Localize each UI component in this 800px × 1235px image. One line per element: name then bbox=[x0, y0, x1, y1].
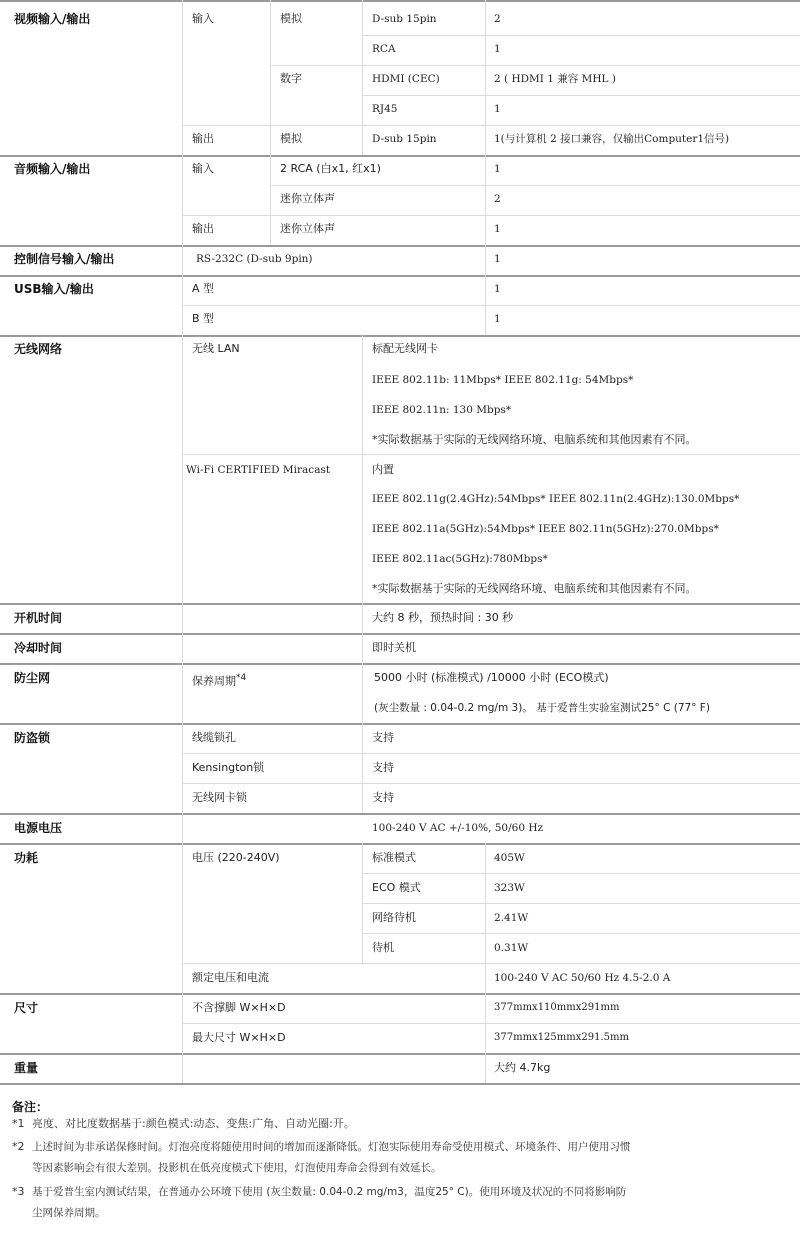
section-divider bbox=[0, 275, 800, 277]
wireless-lan-line: *实际数据基于实际的无线网络环境、电脑系统和其他因素有不同。 bbox=[372, 433, 697, 446]
dust-footnote-mark: *4 bbox=[236, 673, 247, 683]
size-label: 最大尺寸 W×H×D bbox=[192, 1031, 286, 1044]
note-line: 上述时间为非承诺保修时间。灯泡亮度将随使用时间的增加而逐渐降低。灯泡实际使用寿命受使用模式、环境条件、用户使用习惯 bbox=[32, 1141, 631, 1153]
column-divider bbox=[485, 0, 486, 335]
section-divider bbox=[0, 335, 800, 337]
power-mode: 网络待机 bbox=[372, 911, 416, 924]
wireless-miracast-line: IEEE 802.11a(5GHz):54Mbps* IEEE 802.11n(5GHz):270.0Mbps* bbox=[372, 523, 719, 535]
section-divider bbox=[0, 843, 800, 845]
video-qty: 2 bbox=[494, 13, 501, 25]
note-line: 尘网保养周期。 bbox=[32, 1207, 106, 1219]
audio-port: 迷你立体声 bbox=[280, 192, 335, 205]
cooldown-section-title: 冷却时间 bbox=[14, 641, 63, 655]
video-digital-label: 数字 bbox=[280, 72, 302, 85]
video-qty: 2 ( HDMI 1 兼容 MHL ) bbox=[494, 73, 616, 85]
size-value: 377mmx125mmx291.5mm bbox=[494, 1032, 629, 1043]
note-line: 亮度、对比度数据基于:颜色模式:动态、变焦:广角、自动光圈:开。 bbox=[32, 1117, 355, 1130]
column-divider bbox=[362, 0, 363, 155]
note-line: 等因素影响会有很大差别。投影机在低亮度模式下使用，灯泡使用寿命会得到有效延长。 bbox=[32, 1162, 442, 1174]
power-section-title: 功耗 bbox=[14, 851, 39, 865]
control-qty: 1 bbox=[494, 253, 501, 265]
section-divider bbox=[0, 1053, 800, 1055]
control-section-title: 控制信号输入/输出 bbox=[14, 252, 115, 266]
section-divider bbox=[0, 813, 800, 815]
wireless-section-title: 无线网络 bbox=[14, 342, 63, 356]
row-divider bbox=[270, 185, 800, 186]
column-divider bbox=[485, 843, 486, 1083]
section-divider bbox=[0, 663, 800, 665]
lock-label: Kensington锁 bbox=[192, 761, 265, 774]
audio-output-label: 输出 bbox=[192, 222, 214, 235]
row-divider bbox=[182, 783, 800, 784]
audio-port: 2 RCA (白x1, 红x1) bbox=[280, 162, 381, 175]
video-section-title: 视频输入/输出 bbox=[14, 12, 91, 26]
dust-value: (灰尘数量 : 0.04-0.2 mg/m 3)。 基于爱普生实验室测试25° C (77° F) bbox=[374, 702, 710, 714]
video-port: HDMI (CEC) bbox=[372, 73, 440, 85]
row-divider bbox=[270, 65, 800, 66]
power-rated-label: 额定电压和电流 bbox=[192, 971, 269, 984]
row-divider bbox=[362, 95, 800, 96]
video-port: RJ45 bbox=[372, 103, 398, 115]
row-divider bbox=[362, 903, 800, 904]
control-port: RS-232C (D-sub 9pin) bbox=[196, 253, 313, 265]
power-mode: ECO 模式 bbox=[372, 881, 421, 894]
power-value: 405W bbox=[494, 852, 525, 864]
section-divider bbox=[0, 155, 800, 157]
wireless-lan-label: 无线 LAN bbox=[192, 342, 240, 355]
note-mark: *2 bbox=[12, 1140, 25, 1153]
video-qty: 1 bbox=[494, 103, 501, 115]
weight-section-title: 重量 bbox=[14, 1061, 39, 1075]
wireless-lan-line: IEEE 802.11b: 11Mbps* IEEE 802.11g: 54Mbps* bbox=[372, 374, 634, 386]
voltage-value: 100-240 V AC +/-10%, 50/60 Hz bbox=[372, 822, 544, 834]
wireless-miracast-line: 内置 bbox=[372, 463, 394, 476]
video-qty: 1 bbox=[494, 43, 501, 55]
weight-value: 大约 4.7kg bbox=[494, 1061, 551, 1074]
wireless-miracast-label: Wi-Fi CERTIFIED Miracast bbox=[186, 464, 331, 476]
lock-label: 无线网卡锁 bbox=[192, 791, 247, 804]
column-divider bbox=[362, 843, 363, 963]
lock-value: 支持 bbox=[372, 791, 394, 804]
row-divider bbox=[182, 215, 800, 216]
dust-label-text: 保养周期 bbox=[192, 674, 236, 688]
power-rated-value: 100-240 V AC 50/60 Hz 4.5-2.0 A bbox=[494, 972, 671, 984]
row-divider bbox=[362, 35, 800, 36]
audio-qty: 2 bbox=[494, 193, 501, 205]
lock-value: 支持 bbox=[372, 761, 394, 774]
section-divider bbox=[0, 1083, 800, 1085]
audio-qty: 1 bbox=[494, 223, 501, 235]
section-divider bbox=[0, 245, 800, 247]
note-line: 基于爱普生室内测试结果，在普通办公环境下使用 (灰尘数量: 0.04-0.2 mg/m3，温度25° C)。使用环境及状况的不同将影响防 bbox=[32, 1186, 627, 1198]
power-mode: 标准模式 bbox=[372, 851, 416, 864]
power-value: 2.41W bbox=[494, 912, 529, 924]
cooldown-value: 即时关机 bbox=[372, 641, 416, 654]
usb-qty: 1 bbox=[494, 313, 501, 325]
dust-label bbox=[192, 671, 246, 689]
row-divider bbox=[182, 454, 800, 455]
voltage-section-title: 电源电压 bbox=[14, 821, 63, 835]
audio-section-title: 音频输入/输出 bbox=[14, 162, 91, 176]
audio-input-label: 输入 bbox=[192, 162, 214, 175]
video-output-label: 输出 bbox=[192, 132, 214, 145]
row-divider bbox=[362, 873, 800, 874]
wireless-miracast-line: IEEE 802.11g(2.4GHz):54Mbps* IEEE 802.11n(2.4GHz):130.0Mbps* bbox=[372, 493, 740, 505]
wireless-lan-line: IEEE 802.11n: 130 Mbps* bbox=[372, 404, 512, 416]
row-divider bbox=[182, 1023, 800, 1024]
usb-port: B 型 bbox=[192, 312, 215, 325]
video-qty: 1(与计算机 2 接口兼容，仅输出Computer1信号) bbox=[494, 133, 730, 145]
startup-section-title: 开机时间 bbox=[14, 611, 63, 625]
video-port: RCA bbox=[372, 43, 396, 55]
power-value: 323W bbox=[494, 882, 525, 894]
video-port: D-sub 15pin bbox=[372, 133, 437, 145]
video-analog-label: 模拟 bbox=[280, 132, 302, 145]
power-label: 电压 (220-240V) bbox=[192, 851, 280, 864]
dust-section-title: 防尘网 bbox=[14, 671, 51, 685]
note-mark: *3 bbox=[12, 1185, 25, 1198]
wireless-miracast-line: IEEE 802.11ac(5GHz):780Mbps* bbox=[372, 553, 548, 565]
usb-qty: 1 bbox=[494, 283, 501, 295]
lock-label: 线缆锁孔 bbox=[192, 731, 236, 744]
column-divider bbox=[362, 335, 363, 813]
section-divider bbox=[0, 603, 800, 605]
size-section-title: 尺寸 bbox=[14, 1001, 39, 1015]
video-input-label: 输入 bbox=[192, 12, 214, 25]
note-mark: *1 bbox=[12, 1117, 25, 1130]
startup-value: 大约 8 秒，预热时间 : 30 秒 bbox=[372, 611, 514, 624]
lock-section-title: 防盗锁 bbox=[14, 731, 51, 745]
video-analog-label: 模拟 bbox=[280, 12, 302, 25]
row-divider bbox=[182, 125, 800, 126]
size-label: 不含撑脚 W×H×D bbox=[192, 1001, 286, 1014]
lock-value: 支持 bbox=[372, 731, 394, 744]
power-mode: 待机 bbox=[372, 941, 394, 954]
usb-section-title: USB输入/输出 bbox=[14, 282, 94, 296]
size-value: 377mmx110mmx291mm bbox=[494, 1002, 620, 1013]
row-divider bbox=[182, 305, 800, 306]
power-value: 0.31W bbox=[494, 942, 529, 954]
notes-title: 备注： bbox=[12, 1100, 49, 1114]
column-divider bbox=[270, 0, 271, 245]
section-divider bbox=[0, 993, 800, 995]
audio-qty: 1 bbox=[494, 163, 501, 175]
section-divider bbox=[0, 633, 800, 635]
wireless-miracast-line: *实际数据基于实际的无线网络环境、电脑系统和其他因素有不同。 bbox=[372, 582, 697, 595]
video-port: D-sub 15pin bbox=[372, 13, 437, 25]
row-divider bbox=[362, 933, 800, 934]
column-divider bbox=[182, 0, 183, 1083]
usb-port: A 型 bbox=[192, 282, 215, 295]
row-divider bbox=[182, 963, 800, 964]
audio-port: 迷你立体声 bbox=[280, 222, 335, 235]
section-divider bbox=[0, 0, 800, 2]
section-divider bbox=[0, 723, 800, 725]
dust-value: 5000 小时 (标准模式) /10000 小时 (ECO模式) bbox=[374, 671, 609, 684]
row-divider bbox=[182, 753, 800, 754]
wireless-lan-line: 标配无线网卡 bbox=[372, 342, 438, 355]
